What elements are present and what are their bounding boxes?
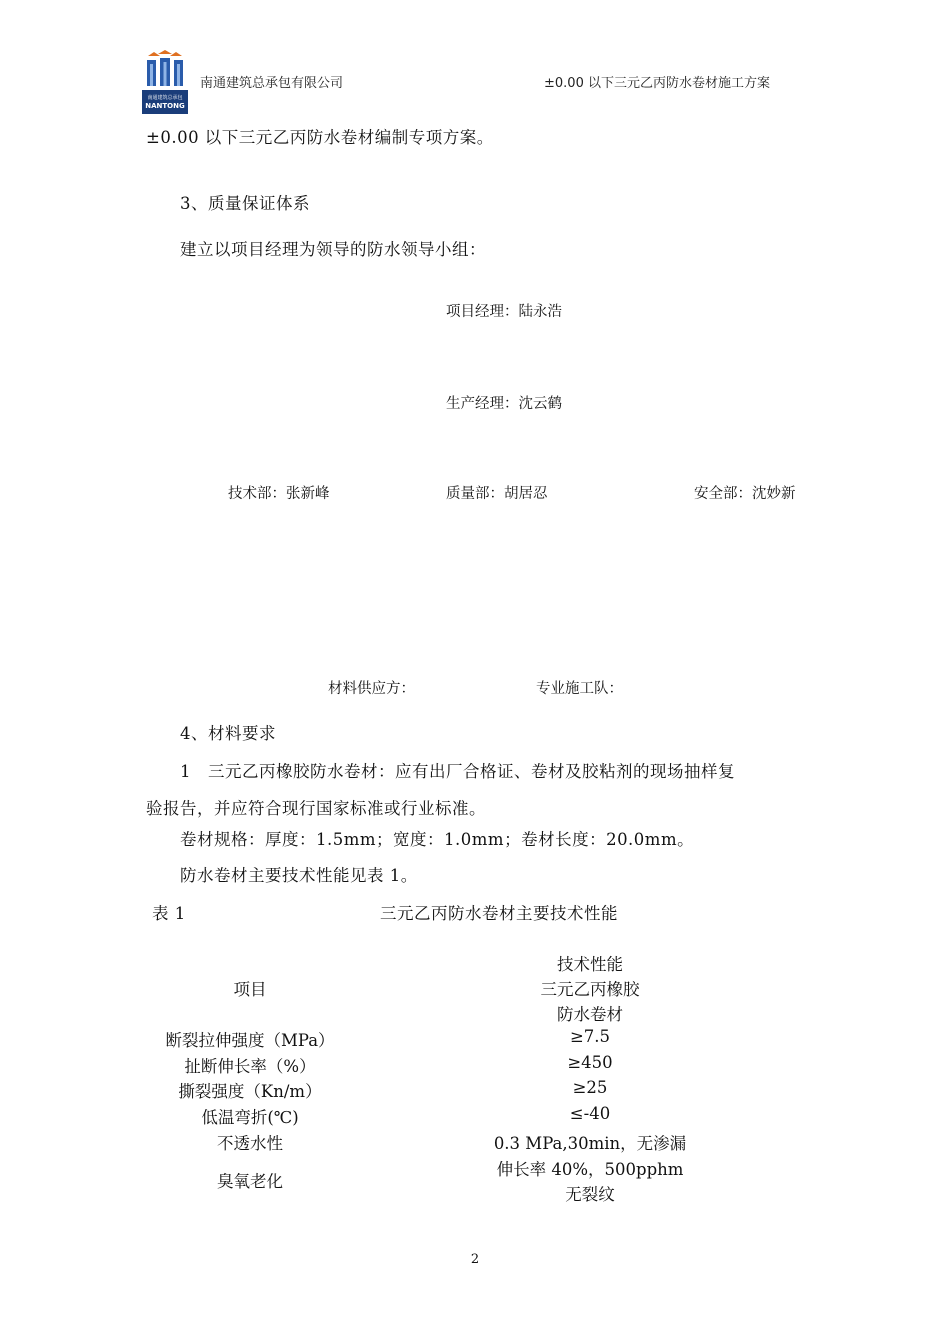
table-header-membrane: 防水卷材 bbox=[557, 1005, 623, 1024]
table-title: 三元乙丙防水卷材主要技术性能 bbox=[380, 904, 618, 923]
table-row-value: ≥450 bbox=[567, 1053, 613, 1072]
table-row-item: 低温弯折(℃) bbox=[201, 1108, 299, 1127]
header-doc-title: ±0.00 以下三元乙丙防水卷材施工方案 bbox=[544, 76, 770, 91]
table-row-value: ≥7.5 bbox=[569, 1027, 611, 1046]
page-number: 2 bbox=[470, 1252, 480, 1267]
org-production-manager: 生产经理：沈云鹤 bbox=[446, 396, 562, 412]
org-safety-dept: 安全部：沈妙新 bbox=[694, 486, 796, 502]
org-material-supplier: 材料供应方： bbox=[328, 681, 415, 697]
table-row-item: 撕裂强度（Kn/m） bbox=[178, 1082, 322, 1101]
table-row-value: ≥25 bbox=[572, 1078, 608, 1097]
section-4-para3: 防水卷材主要技术性能见表 1。 bbox=[180, 866, 418, 885]
header-company: 南通建筑总承包有限公司 bbox=[200, 76, 344, 91]
section-4-para1b: 验报告，并应符合现行国家标准或行业标准。 bbox=[146, 799, 486, 818]
table-header-performance: 技术性能 bbox=[557, 955, 623, 974]
org-quality-dept: 质量部：胡居忍 bbox=[446, 486, 548, 502]
section-3-title: 3、质量保证体系 bbox=[180, 194, 310, 213]
logo-subtext: 南通建筑总承包 bbox=[147, 95, 183, 101]
table-row-item: 臭氧老化 bbox=[217, 1172, 283, 1191]
org-project-manager: 项目经理：陆永浩 bbox=[446, 304, 562, 320]
body-line1: ±0.00 以下三元乙丙防水卷材编制专项方案。 bbox=[146, 128, 494, 147]
table-row-item: 不透水性 bbox=[217, 1134, 283, 1153]
section-4-para2: 卷材规格：厚度：1.5mm；宽度：1.0mm；卷材长度：20.0mm。 bbox=[180, 830, 695, 849]
nantong-logo-icon bbox=[142, 50, 188, 114]
table-label: 表 1 bbox=[152, 904, 186, 923]
section-3-text: 建立以项目经理为领导的防水领导小组： bbox=[180, 240, 486, 259]
table-header-item: 项目 bbox=[233, 980, 267, 999]
table-row-value: 伸长率 40%，500pphm bbox=[496, 1160, 684, 1179]
table-row-value: 无裂纹 bbox=[565, 1185, 615, 1204]
org-construction-team: 专业施工队： bbox=[536, 681, 623, 697]
table-header-epdm: 三元乙丙橡胶 bbox=[540, 980, 640, 999]
table-row-item: 断裂拉伸强度（MPa） bbox=[165, 1031, 335, 1050]
table-row-item: 扯断伸长率（%） bbox=[184, 1057, 316, 1076]
table-row-value: ≤-40 bbox=[569, 1104, 611, 1123]
logo-text: NANTONG bbox=[145, 102, 185, 110]
section-4-title: 4、材料要求 bbox=[180, 724, 276, 743]
section-4-para1a: 1 三元乙丙橡胶防水卷材：应有出厂合格证、卷材及胶粘剂的现场抽样复 bbox=[180, 762, 735, 781]
org-tech-dept: 技术部：张新峰 bbox=[228, 486, 330, 502]
table-row-value: 0.3 MPa,30min，无渗漏 bbox=[493, 1134, 687, 1153]
